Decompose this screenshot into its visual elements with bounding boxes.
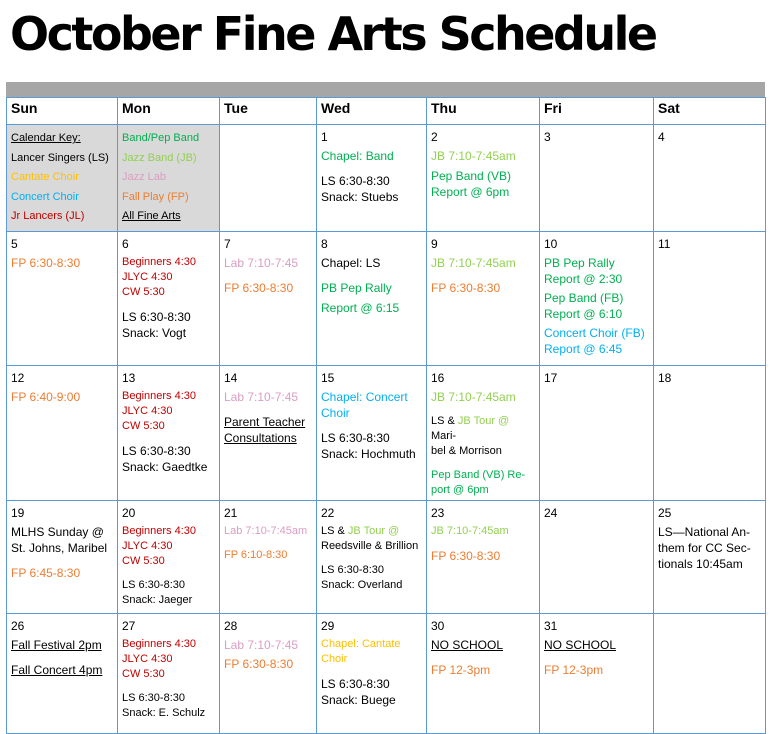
weekday-header-row xyxy=(7,98,766,125)
day-cell xyxy=(654,125,766,232)
event: JLYC 4:30 xyxy=(122,405,173,417)
day-number: 6 xyxy=(122,237,129,251)
event: Fall Concert 4pm xyxy=(11,663,103,677)
day-cell xyxy=(220,501,317,614)
event-part: LS & xyxy=(431,415,458,427)
day-cell xyxy=(7,614,118,734)
day-cell xyxy=(654,232,766,366)
event: Choir xyxy=(321,406,350,420)
event: JB 7:10-7:45am xyxy=(431,256,516,270)
day-cell xyxy=(7,232,118,366)
event: FP 6:30-8:30 xyxy=(224,657,294,671)
event-part: Mari- xyxy=(431,430,457,442)
event: CW 5:30 xyxy=(122,668,165,680)
event: Snack: Jaeger xyxy=(122,594,193,606)
day-cell xyxy=(317,614,427,734)
day-number: 23 xyxy=(431,506,445,520)
day-number: 15 xyxy=(321,371,335,385)
day-cell xyxy=(317,232,427,366)
day-number: 30 xyxy=(431,619,445,633)
day-number: 3 xyxy=(544,130,551,144)
day-cell xyxy=(427,232,540,366)
day-number: 29 xyxy=(321,619,335,633)
event: Chapel: Cantate xyxy=(321,638,401,650)
day-number: 28 xyxy=(224,619,238,633)
day-number: 22 xyxy=(321,506,335,520)
event: Chapel: LS xyxy=(321,256,381,270)
event: LS 6:30-8:30 xyxy=(321,431,390,445)
event: CW 5:30 xyxy=(122,286,165,298)
week-row xyxy=(7,232,766,366)
day-cell xyxy=(220,614,317,734)
day-cell xyxy=(427,366,540,501)
day-number: 9 xyxy=(431,237,438,251)
weekday-sat: Sat xyxy=(654,98,766,125)
key-jazz-lab: Jazz Lab xyxy=(122,171,167,183)
event: FP 12-3pm xyxy=(544,663,604,677)
day-cell xyxy=(317,366,427,501)
day-number: 16 xyxy=(431,371,445,385)
event: Snack: E. Schulz xyxy=(122,707,206,719)
day-cell xyxy=(317,125,427,232)
week-row xyxy=(7,614,766,734)
event: LS 6:30-8:30 xyxy=(122,444,191,458)
event: Beginners 4:30 xyxy=(122,256,196,268)
event: LS 6:30-8:30 xyxy=(321,564,384,576)
event: Reedsville & Brillion xyxy=(321,540,419,552)
day-cell xyxy=(427,614,540,734)
event: Report @ 6:15 xyxy=(321,301,400,315)
day-number: 10 xyxy=(544,237,558,251)
event: St. Johns, Maribel xyxy=(11,541,108,555)
event: tionals 10:45am xyxy=(658,557,743,571)
key-lancer-singers: Lancer Singers (LS) xyxy=(11,151,109,164)
event: FP 12-3pm xyxy=(431,663,491,677)
day-cell xyxy=(540,501,654,614)
event: PB Pep Rally xyxy=(544,256,615,270)
event: Consultations xyxy=(224,431,297,445)
calendar-key xyxy=(7,125,118,232)
day-cell xyxy=(540,614,654,734)
event: NO SCHOOL xyxy=(431,638,504,652)
event: Lab 7:10-7:45 xyxy=(224,390,299,404)
key-all-fine-arts: All Fine Arts xyxy=(122,210,181,222)
event: Beginners 4:30 xyxy=(122,525,196,537)
event xyxy=(321,524,422,539)
event: Pep Band (VB) xyxy=(431,169,512,183)
event: PB Pep Rally xyxy=(321,281,392,295)
day-number: 8 xyxy=(321,237,328,251)
day-cell xyxy=(7,366,118,501)
day-cell-empty xyxy=(220,125,317,232)
event-part: JB Tour @ xyxy=(457,415,510,427)
day-number: 13 xyxy=(122,371,136,385)
event: bel & Morrison xyxy=(431,445,502,457)
event: Snack: Overland xyxy=(321,579,403,591)
event: FP 6:30-8:30 xyxy=(431,549,501,563)
day-cell xyxy=(317,501,427,614)
event: Lab 7:10-7:45am xyxy=(224,525,308,537)
day-cell xyxy=(7,501,118,614)
event: Report @ 6:45 xyxy=(544,342,623,356)
event: Snack: Buege xyxy=(321,693,396,707)
event: port @ 6pm xyxy=(431,484,489,496)
event: Chapel: Concert xyxy=(321,390,408,404)
day-number: 20 xyxy=(122,506,136,520)
key-heading: Calendar Key: xyxy=(11,132,81,144)
week-row xyxy=(7,501,766,614)
event: Choir xyxy=(321,653,348,665)
day-number: 5 xyxy=(11,237,18,251)
weekday-sun: Sun xyxy=(7,98,118,125)
event: JB 7:10-7:45am xyxy=(431,525,509,537)
key-fall-play: Fall Play (FP) xyxy=(122,190,189,203)
event: JLYC 4:30 xyxy=(122,653,173,665)
day-number: 31 xyxy=(544,619,558,633)
event: LS 6:30-8:30 xyxy=(122,692,185,704)
event: Report @ 6:10 xyxy=(544,307,623,321)
day-cell xyxy=(118,501,220,614)
event: Parent Teacher xyxy=(224,415,306,429)
event: Lab 7:10-7:45 xyxy=(224,256,299,270)
day-number: 2 xyxy=(431,130,438,144)
event: Snack: Vogt xyxy=(122,326,187,340)
event: them for CC Sec- xyxy=(658,541,751,555)
day-cell xyxy=(427,125,540,232)
event: Lab 7:10-7:45 xyxy=(224,638,299,652)
event: Pep Band (FB) xyxy=(544,291,624,305)
week-row xyxy=(7,125,766,232)
day-cell xyxy=(654,501,766,614)
day-number: 14 xyxy=(224,371,238,385)
day-number: 7 xyxy=(224,237,231,251)
event: FP 6:30-8:30 xyxy=(431,281,501,295)
weekday-tue: Tue xyxy=(220,98,317,125)
day-cell xyxy=(118,232,220,366)
day-cell xyxy=(118,366,220,501)
event: LS 6:30-8:30 xyxy=(321,677,390,691)
day-number: 19 xyxy=(11,506,25,520)
day-number: 4 xyxy=(658,130,665,144)
event: LS 6:30-8:30 xyxy=(122,310,191,324)
day-cell xyxy=(654,366,766,501)
event: Snack: Stuebs xyxy=(321,190,399,204)
day-number: 11 xyxy=(658,237,671,251)
event: LS—National An- xyxy=(658,525,751,539)
weekday-mon: Mon xyxy=(118,98,220,125)
day-cell xyxy=(220,232,317,366)
event: LS 6:30-8:30 xyxy=(122,579,185,591)
event: Report @ 6pm xyxy=(431,185,510,199)
event: FP 6:10-8:30 xyxy=(224,549,288,561)
day-number: 18 xyxy=(658,371,672,385)
event: FP 6:30-8:30 xyxy=(11,256,81,270)
event-part: LS & xyxy=(321,525,348,537)
key-cantate-choir: Cantate Choir xyxy=(11,171,79,183)
event: Concert Choir (FB) xyxy=(544,326,645,340)
day-cell xyxy=(540,366,654,501)
key-jazz-band: Jazz Band (JB) xyxy=(122,151,197,164)
header-bar xyxy=(6,82,765,97)
event: JLYC 4:30 xyxy=(122,540,173,552)
day-cell xyxy=(118,614,220,734)
day-number: 21 xyxy=(224,506,238,520)
calendar-key-continued xyxy=(118,125,220,232)
event: CW 5:30 xyxy=(122,420,165,432)
day-number: 25 xyxy=(658,506,672,520)
day-number: 24 xyxy=(544,506,558,520)
key-concert-choir: Concert Choir xyxy=(11,190,79,203)
weekday-wed: Wed xyxy=(317,98,427,125)
event: FP 6:40-9:00 xyxy=(11,390,81,404)
event: CW 5:30 xyxy=(122,555,165,567)
event: Beginners 4:30 xyxy=(122,638,196,650)
page-title: October Fine Arts Schedule xyxy=(10,7,656,61)
weekday-fri: Fri xyxy=(540,98,654,125)
day-cell xyxy=(220,366,317,501)
event: Beginners 4:30 xyxy=(122,390,196,402)
event: JB 7:10-7:45am xyxy=(431,390,516,404)
day-number: 26 xyxy=(11,619,25,633)
event: JLYC 4:30 xyxy=(122,271,173,283)
event: Chapel: Band xyxy=(321,149,394,163)
event: Report @ 2:30 xyxy=(544,272,623,286)
week-row xyxy=(7,366,766,501)
event: FP 6:45-8:30 xyxy=(11,566,81,580)
key-jr-lancers: Jr Lancers (JL) xyxy=(11,210,85,222)
key-band: Band/Pep Band xyxy=(122,132,200,144)
day-cell xyxy=(540,232,654,366)
day-cell xyxy=(540,125,654,232)
event: NO SCHOOL xyxy=(544,638,617,652)
day-cell-empty xyxy=(654,614,766,734)
event: Pep Band (VB) Re- xyxy=(431,469,526,481)
day-number: 12 xyxy=(11,371,25,385)
event: Fall Festival 2pm xyxy=(11,638,102,652)
event: MLHS Sunday @ xyxy=(11,525,104,539)
calendar-grid xyxy=(6,97,766,734)
event: FP 6:30-8:30 xyxy=(224,281,294,295)
event xyxy=(431,414,535,444)
day-cell xyxy=(427,501,540,614)
event-part: JB Tour @ xyxy=(347,525,400,537)
weekday-thu: Thu xyxy=(427,98,540,125)
day-number: 1 xyxy=(321,130,328,144)
day-number: 17 xyxy=(544,371,558,385)
event: JB 7:10-7:45am xyxy=(431,149,516,163)
event: Snack: Gaedtke xyxy=(122,460,208,474)
day-number: 27 xyxy=(122,619,136,633)
event: Snack: Hochmuth xyxy=(321,447,416,461)
event: LS 6:30-8:30 xyxy=(321,174,390,188)
